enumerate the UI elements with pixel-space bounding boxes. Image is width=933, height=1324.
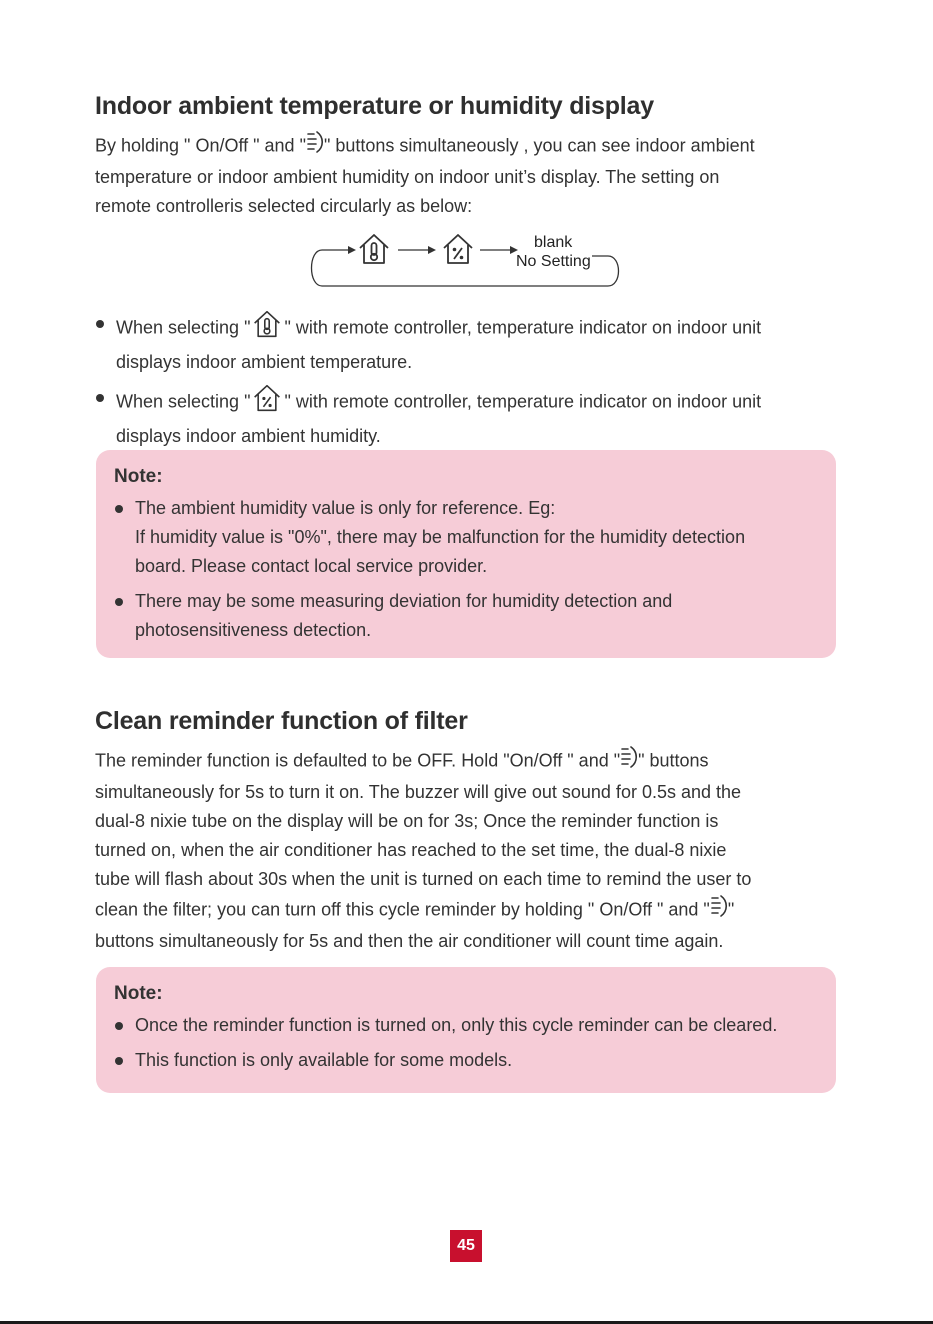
clean-reminder-paragraph (95, 745, 840, 956)
list-item (114, 1011, 818, 1040)
bullet-line-2: displays indoor ambient humidity. (116, 426, 381, 446)
note-line: If humidity value is "0%", there may be malfunction for the humidity detection (135, 527, 746, 547)
para-text-b: " buttons (638, 750, 709, 771)
section-title-ambient-display: Indoor ambient temperature or humidity display (95, 92, 654, 120)
bullet-text-b: " with remote controller, temperature indicator on indoor unit (284, 391, 762, 412)
note-line: There may be some measuring deviation for humidity detection and (135, 591, 673, 611)
house-humidity-icon (250, 383, 284, 422)
list-item (95, 309, 845, 377)
para-text-a: The reminder function is defaulted to be OFF. Hold "On/Off " and " (95, 750, 621, 771)
intro-line-3: remote controlleris selected circularly as below: (95, 196, 473, 216)
list-item (95, 383, 845, 451)
list-item (114, 494, 818, 581)
para-text-c: clean the filter; you can turn off this cycle reminder by holding " On/Off " and " (95, 899, 710, 920)
fan-speed-icon (306, 130, 324, 163)
list-item (114, 1046, 818, 1075)
bullet-line-2: displays indoor ambient temperature. (116, 352, 413, 372)
fan-speed-icon (710, 894, 728, 927)
bullet-text-a: When selecting " (116, 391, 251, 412)
bullet-text-a: When selecting " (116, 317, 251, 338)
diagram-label-blank: blank (534, 234, 573, 251)
note-line: The ambient humidity value is only for reference. Eg: (135, 498, 556, 518)
fan-speed-icon (620, 745, 638, 778)
house-humidity-icon (440, 232, 476, 271)
list-item (114, 587, 818, 645)
para-line-5: tube will flash about 30s when the unit is turned on each time to remind the user to (95, 869, 752, 889)
bullet-dot (96, 394, 104, 402)
section-title-clean-reminder: Clean reminder function of filter (95, 707, 468, 735)
house-thermometer-icon (250, 309, 284, 348)
para-line-7: buttons simultaneously for 5s and then the air conditioner will count time again. (95, 931, 724, 951)
diagram-label-no-setting: No Setting (516, 253, 591, 270)
intro-text-a: By holding " On/Off " and " (95, 135, 306, 156)
para-line-4: turned on, when the air conditioner has reached to the set time, the dual-8 nixie (95, 840, 727, 860)
house-thermometer-icon (356, 232, 392, 271)
bullet-dot (115, 1057, 123, 1065)
intro-line-2: temperature or indoor ambient humidity on indoor unit’s display. The setting on (95, 167, 720, 187)
note-box-ambient (96, 450, 836, 658)
bullet-dot (115, 1022, 123, 1030)
bullet-text-b: " with remote controller, temperature indicator on indoor unit (284, 317, 762, 338)
note-line: board. Please contact local service provider. (135, 556, 488, 576)
note-line: Once the reminder function is turned on, only this cycle reminder can be cleared. (135, 1015, 778, 1035)
para-text-d: " (727, 899, 735, 920)
cycle-diagram (300, 228, 640, 292)
note-line: This function is only available for some models. (135, 1050, 513, 1070)
ambient-display-intro (95, 130, 840, 221)
ambient-display-bullets (95, 309, 845, 457)
note-box-clean-reminder (96, 967, 836, 1093)
page-number: 45 (450, 1230, 482, 1262)
bullet-dot (115, 505, 123, 513)
intro-text-b: " buttons simultaneously , you can see indoor ambient (323, 135, 755, 156)
para-line-2: simultaneously for 5s to turn it on. The buzzer will give out sound for 0.5s and the (95, 782, 742, 802)
para-line-3: dual-8 nixie tube on the display will be on for 3s; Once the reminder function is (95, 811, 719, 831)
note-title: Note: (114, 983, 163, 1004)
bullet-dot (115, 598, 123, 606)
note-title: Note: (114, 466, 163, 487)
bullet-dot (96, 320, 104, 328)
note-line: photosensitiveness detection. (135, 620, 372, 640)
